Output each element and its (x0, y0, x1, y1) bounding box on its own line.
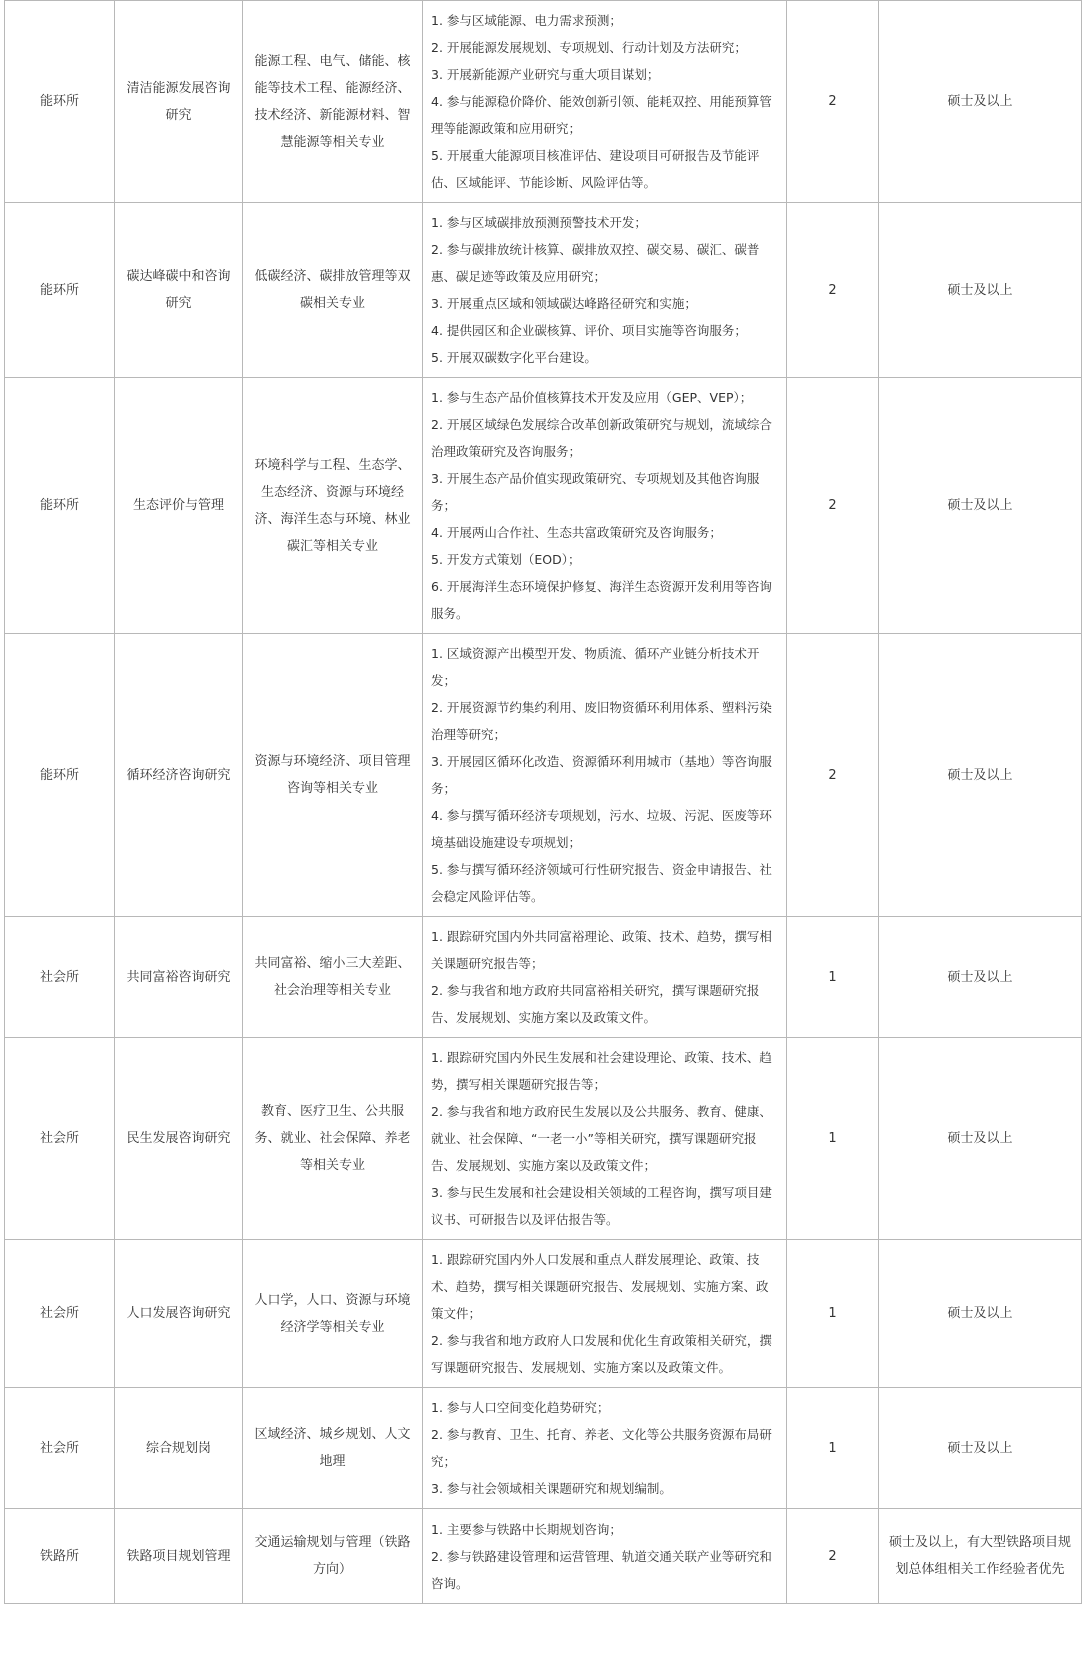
headcount-text: 1 (828, 969, 837, 985)
department-text: 能环所 (39, 282, 79, 298)
duty-item: 2. 参与我省和地方政府人口发展和优化生育政策相关研究，撰写课题研究报告、发展规划、实施方案以及政策文件。 (431, 1333, 772, 1375)
position-cell (115, 1388, 243, 1509)
major-cell (243, 1, 423, 203)
duty-item: 1. 主要参与铁路中长期规划咨询； (431, 1521, 622, 1537)
duty-item: 2. 参与我省和地方政府民生发展以及公共服务、教育、健康、就业、社会保障、“一老一小”等相关研究，撰写课题研究报告、发展规划、实施方案以及政策文件； (431, 1104, 772, 1173)
table-row (5, 1388, 1082, 1509)
requirement-text: 硕士及以上 (947, 1440, 1013, 1456)
duties-list (423, 1388, 786, 1508)
major-cell (243, 1038, 423, 1240)
requirement-text: 硕士及以上，有大型铁路项目规划总体组相关工作经验者优先 (888, 1535, 1071, 1577)
table-row (5, 203, 1082, 378)
headcount-cell (787, 1240, 879, 1388)
table-row (5, 917, 1082, 1038)
duty-item: 6. 开展海洋生态环境保护修复、海洋生态资源开发利用等咨询服务。 (431, 579, 772, 621)
table-row (5, 1240, 1082, 1388)
duty-item: 3. 参与社会领域相关课题研究和规划编制。 (431, 1481, 672, 1496)
department-text: 铁路所 (39, 1548, 79, 1564)
department-cell (5, 203, 115, 378)
headcount-cell (787, 203, 879, 378)
major-cell (243, 378, 423, 634)
headcount-text: 1 (828, 1440, 837, 1456)
major-cell (243, 634, 423, 917)
duties-list (423, 1510, 786, 1603)
position-text: 循环经济咨询研究 (126, 767, 231, 783)
duties-cell (423, 1509, 787, 1604)
headcount-text: 2 (828, 282, 837, 298)
duty-item: 1. 跟踪研究国内外共同富裕理论、政策、技术、趋势，撰写相关课题研究报告等； (431, 929, 772, 971)
department-text: 社会所 (39, 969, 79, 985)
duty-item: 2. 开展区域绿色发展综合改革创新政策研究与规划，流域综合治理政策研究及咨询服务； (431, 417, 772, 459)
duty-item: 3. 开展生态产品价值实现政策研究、专项规划及其他咨询服务； (431, 471, 760, 513)
requirement-text: 硕士及以上 (947, 282, 1013, 298)
department-cell (5, 1509, 115, 1604)
duty-item: 1. 参与区域碳排放预测预警技术开发； (431, 215, 647, 230)
position-text: 清洁能源发展咨询研究 (126, 80, 231, 123)
duty-item: 5. 开展双碳数字化平台建设。 (431, 350, 597, 365)
major-text: 教育、医疗卫生、公共服务、就业、社会保障、养老等相关专业 (254, 1104, 411, 1173)
duty-item: 4. 开展两山合作社、生态共富政策研究及咨询服务； (431, 525, 722, 540)
major-text: 能源工程、电气、储能、核能等技术工程、能源经济、技术经济、新能源材料、智慧能源等相关专业 (254, 53, 411, 150)
duties-cell (423, 917, 787, 1038)
duty-item: 4. 参与能源稳价降价、能效创新引领、能耗双控、用能预算管理等能源政策和应用研究； (431, 94, 772, 136)
position-text: 铁路项目规划管理 (126, 1548, 231, 1564)
department-cell (5, 1388, 115, 1509)
position-text: 共同富裕咨询研究 (126, 969, 231, 985)
duty-item: 3. 开展新能源产业研究与重大项目谋划； (431, 67, 660, 82)
position-text: 综合规划岗 (145, 1440, 211, 1456)
major-cell (243, 1388, 423, 1509)
position-text: 碳达峰碳中和咨询研究 (126, 269, 231, 311)
requirement-cell (879, 1038, 1082, 1240)
headcount-cell (787, 634, 879, 917)
major-text: 共同富裕、缩小三大差距、社会治理等相关专业 (254, 956, 411, 998)
headcount-cell (787, 378, 879, 634)
table-row (5, 634, 1082, 917)
position-cell (115, 634, 243, 917)
headcount-text: 1 (828, 1306, 837, 1321)
duty-item: 3. 开展园区循环化改造、资源循环利用城市（基地）等咨询服务； (431, 754, 772, 796)
duties-list (423, 378, 786, 633)
duties-cell (423, 634, 787, 917)
duty-item: 2. 开展能源发展规划、专项规划、行动计划及方法研究； (431, 40, 747, 55)
headcount-text: 2 (828, 94, 837, 109)
headcount-cell (787, 1388, 879, 1509)
headcount-cell (787, 1038, 879, 1240)
headcount-cell (787, 1509, 879, 1604)
department-cell (5, 634, 115, 917)
duty-item: 1. 跟踪研究国内外人口发展和重点人群发展理论、政策、技术、趋势，撰写相关课题研究报告、发展规划、实施方案、政策文件； (431, 1252, 769, 1321)
duty-item: 2. 参与教育、卫生、托育、养老、文化等公共服务资源布局研究； (431, 1427, 772, 1469)
duty-item: 3. 参与民生发展和社会建设相关领域的工程咨询，撰写项目建议书、可研报告以及评估报告等。 (431, 1185, 772, 1227)
duty-item: 5. 开展重大能源项目核准评估、建设项目可研报告及节能评估、区域能评、节能诊断、风险评估等。 (431, 148, 760, 190)
recruitment-table-body (5, 1, 1082, 1604)
requirement-cell (879, 203, 1082, 378)
department-text: 能环所 (39, 94, 79, 109)
headcount-text: 2 (828, 498, 837, 513)
requirement-text: 硕士及以上 (947, 498, 1013, 513)
duty-item: 1. 区域资源产出模型开发、物质流、循环产业链分析技术开发； (431, 646, 760, 688)
headcount-text: 2 (828, 767, 837, 783)
major-cell (243, 1509, 423, 1604)
duty-item: 1. 参与区域能源、电力需求预测； (431, 13, 622, 28)
requirement-cell (879, 1, 1082, 203)
duties-cell (423, 1, 787, 203)
requirement-text: 硕士及以上 (947, 1131, 1013, 1146)
major-text: 人口学，人口、资源与环境经济学等相关专业 (254, 1292, 411, 1335)
major-text: 交通运输规划与管理（铁路方向） (254, 1535, 411, 1577)
position-cell (115, 1240, 243, 1388)
position-text: 人口发展咨询研究 (126, 1306, 231, 1321)
duty-item: 4. 参与撰写循环经济专项规划，污水、垃圾、污泥、医废等环境基础设施建设专项规划； (431, 808, 772, 850)
position-cell (115, 1, 243, 203)
position-cell (115, 1509, 243, 1604)
duties-cell (423, 1388, 787, 1509)
duty-item: 5. 参与撰写循环经济领域可行性研究报告、资金申请报告、社会稳定风险评估等。 (431, 862, 772, 904)
table-row (5, 378, 1082, 634)
requirement-cell (879, 634, 1082, 917)
requirement-text: 硕士及以上 (947, 94, 1013, 109)
duties-list (423, 917, 786, 1037)
duties-list (423, 634, 786, 916)
duties-cell (423, 1038, 787, 1240)
position-text: 生态评价与管理 (132, 498, 224, 513)
table-row (5, 1509, 1082, 1604)
department-text: 社会所 (39, 1131, 79, 1146)
duty-item: 1. 跟踪研究国内外民生发展和社会建设理论、政策、技术、趋势，撰写相关课题研究报告等； (431, 1050, 772, 1092)
requirement-text: 硕士及以上 (947, 1306, 1013, 1321)
position-cell (115, 378, 243, 634)
major-text: 区域经济、城乡规划、人文地理 (254, 1427, 411, 1469)
headcount-cell (787, 917, 879, 1038)
duties-list (423, 1038, 786, 1239)
major-text: 环境科学与工程、生态学、生态经济、资源与环境经济、海洋生态与环境、林业碳汇等相关专业 (254, 457, 411, 554)
recruitment-table (4, 0, 1082, 1604)
requirement-cell (879, 1509, 1082, 1604)
duties-list (423, 1240, 786, 1387)
major-cell (243, 1240, 423, 1388)
duty-item: 2. 参与我省和地方政府共同富裕相关研究，撰写课题研究报告、发展规划、实施方案以及政策文件。 (431, 983, 760, 1025)
duty-item: 3. 开展重点区域和领域碳达峰路径研究和实施； (431, 296, 697, 311)
department-text: 能环所 (39, 498, 79, 513)
position-cell (115, 1038, 243, 1240)
duty-item: 2. 参与碳排放统计核算、碳排放双控、碳交易、碳汇、碳普惠、碳足迹等政策及应用研究； (431, 242, 760, 284)
headcount-cell (787, 1, 879, 203)
major-text: 资源与环境经济、项目管理咨询等相关专业 (254, 754, 411, 796)
major-text: 低碳经济、碳排放管理等双碳相关专业 (254, 269, 411, 311)
department-cell (5, 1038, 115, 1240)
department-text: 能环所 (39, 767, 79, 783)
duties-list (423, 1, 786, 202)
department-cell (5, 917, 115, 1038)
duties-cell (423, 378, 787, 634)
department-text: 社会所 (39, 1306, 79, 1321)
requirement-text: 硕士及以上 (947, 969, 1013, 985)
position-text: 民生发展咨询研究 (126, 1131, 231, 1146)
department-cell (5, 1240, 115, 1388)
duties-list (423, 203, 786, 377)
table-row (5, 1038, 1082, 1240)
position-cell (115, 203, 243, 378)
requirement-cell (879, 1388, 1082, 1509)
position-cell (115, 917, 243, 1038)
duty-item: 5. 开发方式策划（EOD）； (431, 552, 581, 567)
duties-cell (423, 1240, 787, 1388)
requirement-cell (879, 378, 1082, 634)
duty-item: 2. 开展资源节约集约利用、废旧物资循环利用体系、塑料污染治理等研究； (431, 700, 772, 742)
duties-cell (423, 203, 787, 378)
duty-item: 1. 参与人口空间变化趋势研究； (431, 1400, 610, 1415)
duty-item: 1. 参与生态产品价值核算技术开发及应用（GEP、VEP）； (431, 390, 753, 405)
table-row (5, 1, 1082, 203)
headcount-text: 2 (828, 1548, 837, 1564)
department-cell (5, 378, 115, 634)
duty-item: 4. 提供园区和企业碳核算、评价、项目实施等咨询服务； (431, 323, 747, 338)
major-cell (243, 203, 423, 378)
headcount-text: 1 (828, 1131, 837, 1146)
department-text: 社会所 (39, 1440, 79, 1456)
duty-item: 2. 参与铁路建设管理和运营管理、轨道交通关联产业等研究和咨询。 (431, 1548, 772, 1591)
requirement-cell (879, 917, 1082, 1038)
requirement-text: 硕士及以上 (947, 767, 1013, 783)
requirement-cell (879, 1240, 1082, 1388)
department-cell (5, 1, 115, 203)
major-cell (243, 917, 423, 1038)
